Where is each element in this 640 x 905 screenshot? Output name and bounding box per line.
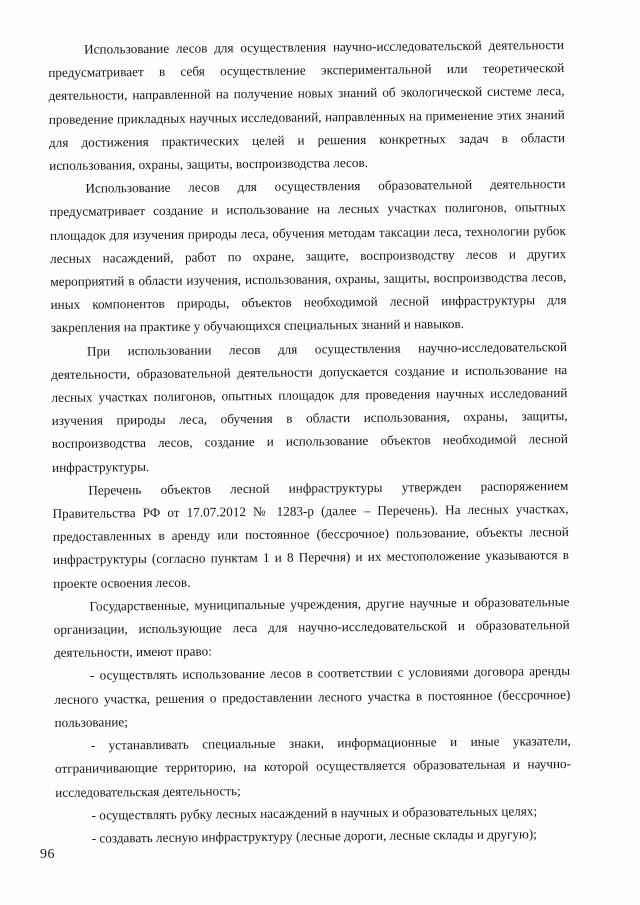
paragraph-research-use: Использование лесов для осуществления научно-исследовательской деятельности предусматривает в себя осуществление экспериментальной или теоретической деятельности, направленной на получение новых знаний об экологической системе леса, проведение прикладных научных исследований, направленных на применение этих знаний для достижения практических целей и решения конкретных задач в области использования, охраны, защиты, воспроизводства лесов. [48,37,566,174]
paragraph-infrastructure-list: Перечень объектов лесной инфраструктуры утвержден распоряжением Правительства РФ от 17.07.2012 № 1283-р (далее – Перечень). На лесных участках, предоставленных в аренду или постоянное (бессрочное) пользование, объекты лесной инфраструктуры (согласно пунктам 1 и 8 Перечня) и их местоположение указываются в проекте освоения лесов. [52,477,570,591]
paragraph-organizations-rights: Государственные, муниципальные учреждения, другие научные и образовательные организации, использующие леса для научно-исследовательской и образовательной деятельности, имеют право: [53,593,570,661]
paragraph-polygons-permitted: При использовании лесов для осуществления научно-исследовательской деятельности, образовательной деятельности допускается создание и использование на лесных участках полигонов, опытных площадок для проведения научных исследований изучения природы леса, обучения в области использования, охраны, защиты, воспроизводства лесов, создание и использование объектов необходимой лесной инфраструктуры. [51,338,568,475]
list-item-felling: - осуществлять рубку лесных насаждений в научных и образовательных целях; [91,803,538,823]
list-item-install-signs: - устанавливать специальные знаки, информационные и иные указатели, отграничивающие территорию, на которой осуществляется образовательная и научно-исследовательская деятельность; [54,733,572,800]
page-number: 96 [40,847,55,862]
list-item-infrastructure: - создавать лесную инфраструктуру (лесные дороги, лесные склады и другую); [91,826,537,846]
list-item-use-forests: - осуществлять использование лесов в соответствии с условиями договора аренды лесного участка, решения о предоставлении лесного участка в постоянное (бессрочное) пользование; [54,663,571,730]
body-text [48,33,572,850]
paragraph-educational-use: Использование лесов для осуществления образовательной деятельности предусматривает создание и использование на лесных участках полигонов, опытных площадок для изучения природы леса, обучения методам таксации леса, технологии рубок лесных насаждений, работ по охране, защите, воспроизводству лесов и других мероприятий в области изучения, использования, охраны, защиты, воспроизводства лесов, иных компонентов природы, объектов необходимой лесной инфраструктуры для закрепления на практике у обучающихся специальных знаний и навыков. [49,176,567,336]
